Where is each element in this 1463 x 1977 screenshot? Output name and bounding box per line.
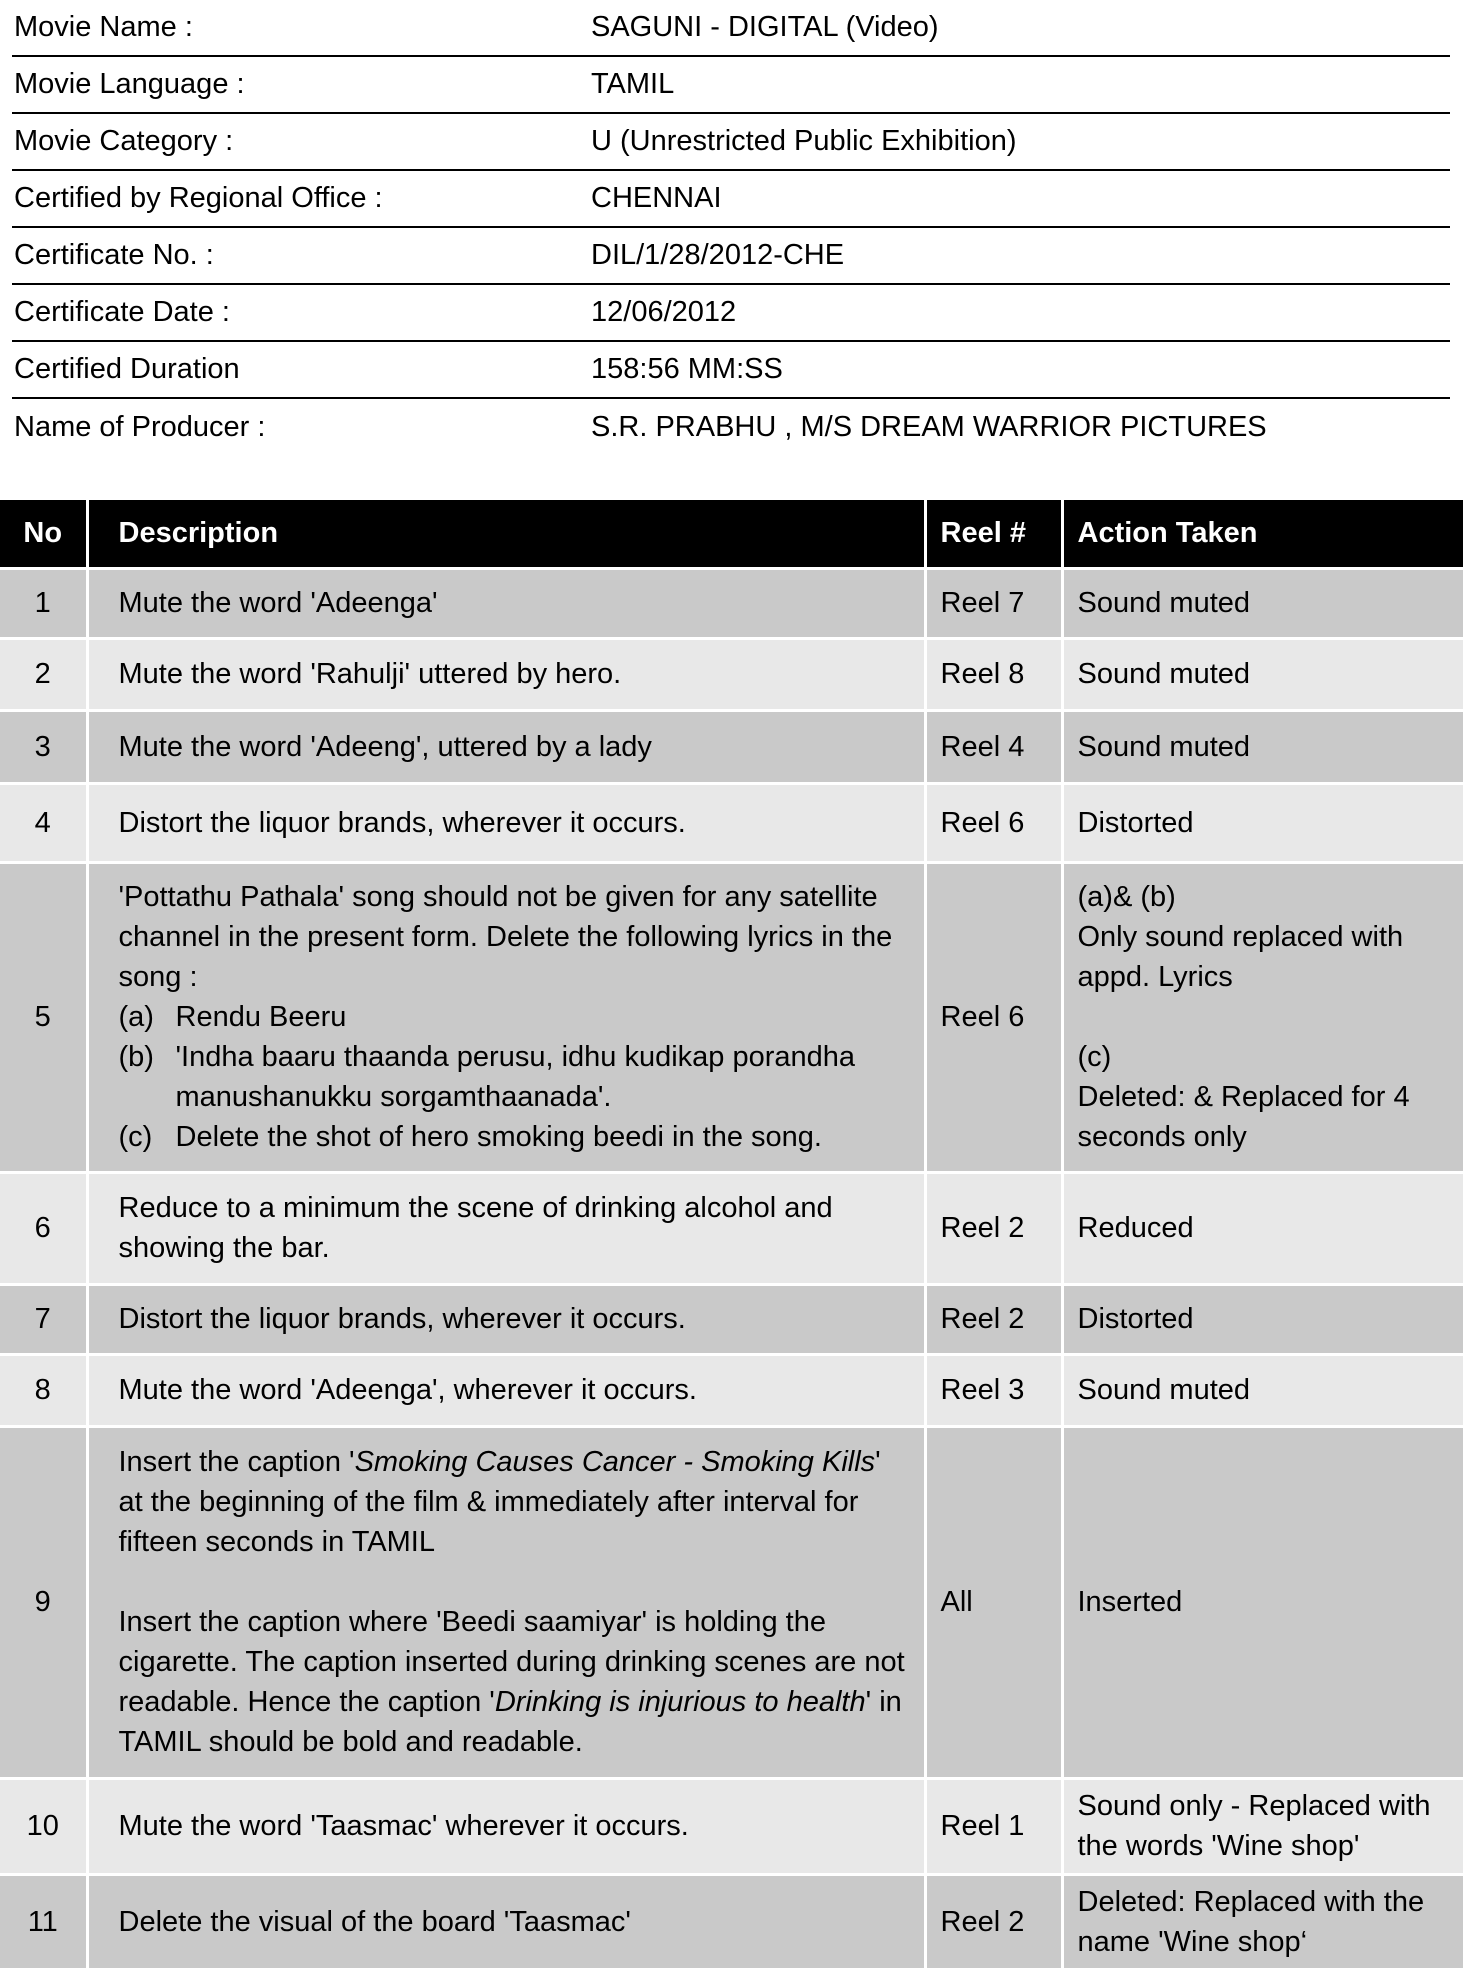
table-header-row	[0, 500, 1463, 568]
text-segment: ' at the beginning of the film & immediately after interval for fifteen seconds in TAMIL	[118, 1446, 881, 1558]
action-c-label: (c)	[1077, 1041, 1112, 1073]
info-row-certificate-no	[12, 228, 1450, 285]
row-no: 2	[0, 638, 87, 710]
table-row	[0, 1172, 1463, 1284]
sub-item-text: Delete the shot of hero smoking beedi in the song.	[175, 1121, 822, 1153]
row-no: 9	[0, 1426, 87, 1778]
table-row	[0, 862, 1463, 1172]
row-description: Distort the liquor brands, wherever it occurs.	[87, 783, 925, 862]
row-reel: Reel 1	[925, 1778, 1062, 1874]
sub-item	[119, 1037, 910, 1117]
row-no: 3	[0, 710, 87, 783]
table-row	[0, 1426, 1463, 1778]
info-label: Certified Duration	[14, 353, 240, 385]
header-no: No	[0, 500, 87, 568]
action-ab-text: Only sound replaced with appd. Lyrics	[1077, 921, 1404, 993]
text-segment: ' in TAMIL should be bold and readable.	[118, 1686, 902, 1758]
info-value: 12/06/2012	[591, 296, 737, 328]
row-description: Mute the word 'Rahulji' uttered by hero.	[87, 638, 925, 710]
action-c-text: Deleted: & Replaced for 4 seconds only	[1077, 1081, 1410, 1153]
table-row	[0, 1778, 1463, 1874]
table-row	[0, 710, 1463, 783]
table-row	[0, 1874, 1463, 1968]
info-row-producer	[12, 399, 1450, 456]
sub-item-text: 'Indha baaru thaanda perusu, idhu kudikap porandha manushanukku sorgamthaanada'.	[175, 1041, 856, 1113]
row-description: Mute the word 'Adeenga', wherever it occurs.	[87, 1354, 925, 1426]
info-label: Certificate No. :	[14, 239, 214, 271]
text-segment: Insert the caption '	[118, 1446, 355, 1478]
row-description: Mute the word 'Adeeng', uttered by a lady	[87, 710, 925, 783]
row-action: Deleted: Replaced with the name 'Wine shop‘	[1062, 1874, 1463, 1968]
row-no: 4	[0, 783, 87, 862]
header-description: Description	[87, 500, 925, 568]
row-action	[1062, 862, 1463, 1172]
row-no: 7	[0, 1284, 87, 1354]
sub-item	[119, 1117, 910, 1157]
row-no: 5	[0, 862, 87, 1172]
text-segment: Insert the caption where 'Beedi saamiyar' is holding the cigarette. The caption inserted during drinking scenes are not readable. Hence the caption '	[118, 1606, 905, 1718]
info-value: U (Unrestricted Public Exhibition)	[591, 125, 1017, 157]
row-no: 1	[0, 568, 87, 638]
certificate-info	[12, 0, 1450, 456]
info-value: CHENNAI	[591, 182, 722, 214]
row-description: Distort the liquor brands, wherever it occurs.	[87, 1284, 925, 1354]
info-row-category	[12, 114, 1450, 171]
italic-caption: Drinking is injurious to health	[494, 1686, 866, 1718]
row-reel: Reel 2	[925, 1172, 1062, 1284]
info-label: Certified by Regional Office :	[14, 182, 383, 214]
info-label: Movie Name :	[14, 11, 193, 43]
info-label: Certificate Date :	[14, 296, 230, 328]
row-description	[87, 1426, 925, 1778]
row-description: Mute the word 'Adeenga'	[87, 568, 925, 638]
info-value: S.R. PRABHU , M/S DREAM WARRIOR PICTURES	[591, 411, 1267, 443]
row-description	[87, 862, 925, 1172]
row-reel: Reel 8	[925, 638, 1062, 710]
row-reel: Reel 6	[925, 862, 1062, 1172]
cuts-table	[0, 500, 1463, 1968]
spacer	[119, 1562, 910, 1602]
table-row	[0, 568, 1463, 638]
row-action: Distorted	[1062, 1284, 1463, 1354]
row-reel: Reel 3	[925, 1354, 1062, 1426]
row-reel: Reel 4	[925, 710, 1062, 783]
row-action: Sound muted	[1062, 710, 1463, 783]
info-label: Movie Language :	[14, 68, 245, 100]
info-row-regional-office	[12, 171, 1450, 228]
table-row	[0, 1284, 1463, 1354]
info-label: Name of Producer :	[14, 411, 266, 443]
info-row-duration	[12, 342, 1450, 399]
info-row-language	[12, 57, 1450, 114]
row-description: Delete the visual of the board 'Taasmac'	[87, 1874, 925, 1968]
row-reel: Reel 2	[925, 1874, 1062, 1968]
info-row-movie-name	[12, 0, 1450, 57]
sub-item-label: (a)	[118, 1001, 154, 1033]
action-ab-label: (a)& (b)	[1077, 881, 1176, 913]
info-value: 158:56 MM:SS	[591, 353, 783, 385]
row-reel: Reel 2	[925, 1284, 1062, 1354]
italic-caption: Smoking Causes Cancer - Smoking Kills	[354, 1446, 876, 1478]
sub-item	[119, 997, 910, 1037]
row-no: 11	[0, 1874, 87, 1968]
info-label: Movie Category :	[14, 125, 234, 157]
table-row	[0, 1354, 1463, 1426]
row-description: Mute the word 'Taasmac' wherever it occurs.	[87, 1778, 925, 1874]
header-reel: Reel #	[925, 500, 1062, 568]
row-action: Sound only - Replaced with the words 'Wine shop'	[1062, 1778, 1463, 1874]
row-reel: Reel 7	[925, 568, 1062, 638]
info-value: TAMIL	[591, 68, 675, 100]
row-action: Reduced	[1062, 1172, 1463, 1284]
row-action: Sound muted	[1062, 1354, 1463, 1426]
row-no: 6	[0, 1172, 87, 1284]
row-description: Reduce to a minimum the scene of drinking alcohol and showing the bar.	[87, 1172, 925, 1284]
row-no: 8	[0, 1354, 87, 1426]
row-action: Inserted	[1062, 1426, 1463, 1778]
description-paragraph	[119, 1442, 910, 1562]
info-row-certificate-date	[12, 285, 1450, 342]
row-action: Distorted	[1062, 783, 1463, 862]
row-reel: All	[925, 1426, 1062, 1778]
sub-item-label: (c)	[118, 1121, 153, 1153]
table-row	[0, 638, 1463, 710]
description-intro: 'Pottathu Pathala' song should not be given for any satellite channel in the present form. Delete the following lyrics in the song :	[118, 881, 893, 993]
description-paragraph	[119, 1602, 910, 1762]
header-action: Action Taken	[1062, 500, 1463, 568]
info-value: SAGUNI - DIGITAL (Video)	[591, 11, 939, 43]
spacer	[1078, 997, 1450, 1037]
row-no: 10	[0, 1778, 87, 1874]
table-row	[0, 783, 1463, 862]
sub-item-label: (b)	[118, 1041, 154, 1073]
info-value: DIL/1/28/2012-CHE	[591, 239, 845, 271]
row-reel: Reel 6	[925, 783, 1062, 862]
row-action: Sound muted	[1062, 638, 1463, 710]
sub-item-text: Rendu Beeru	[175, 1001, 347, 1033]
row-action: Sound muted	[1062, 568, 1463, 638]
